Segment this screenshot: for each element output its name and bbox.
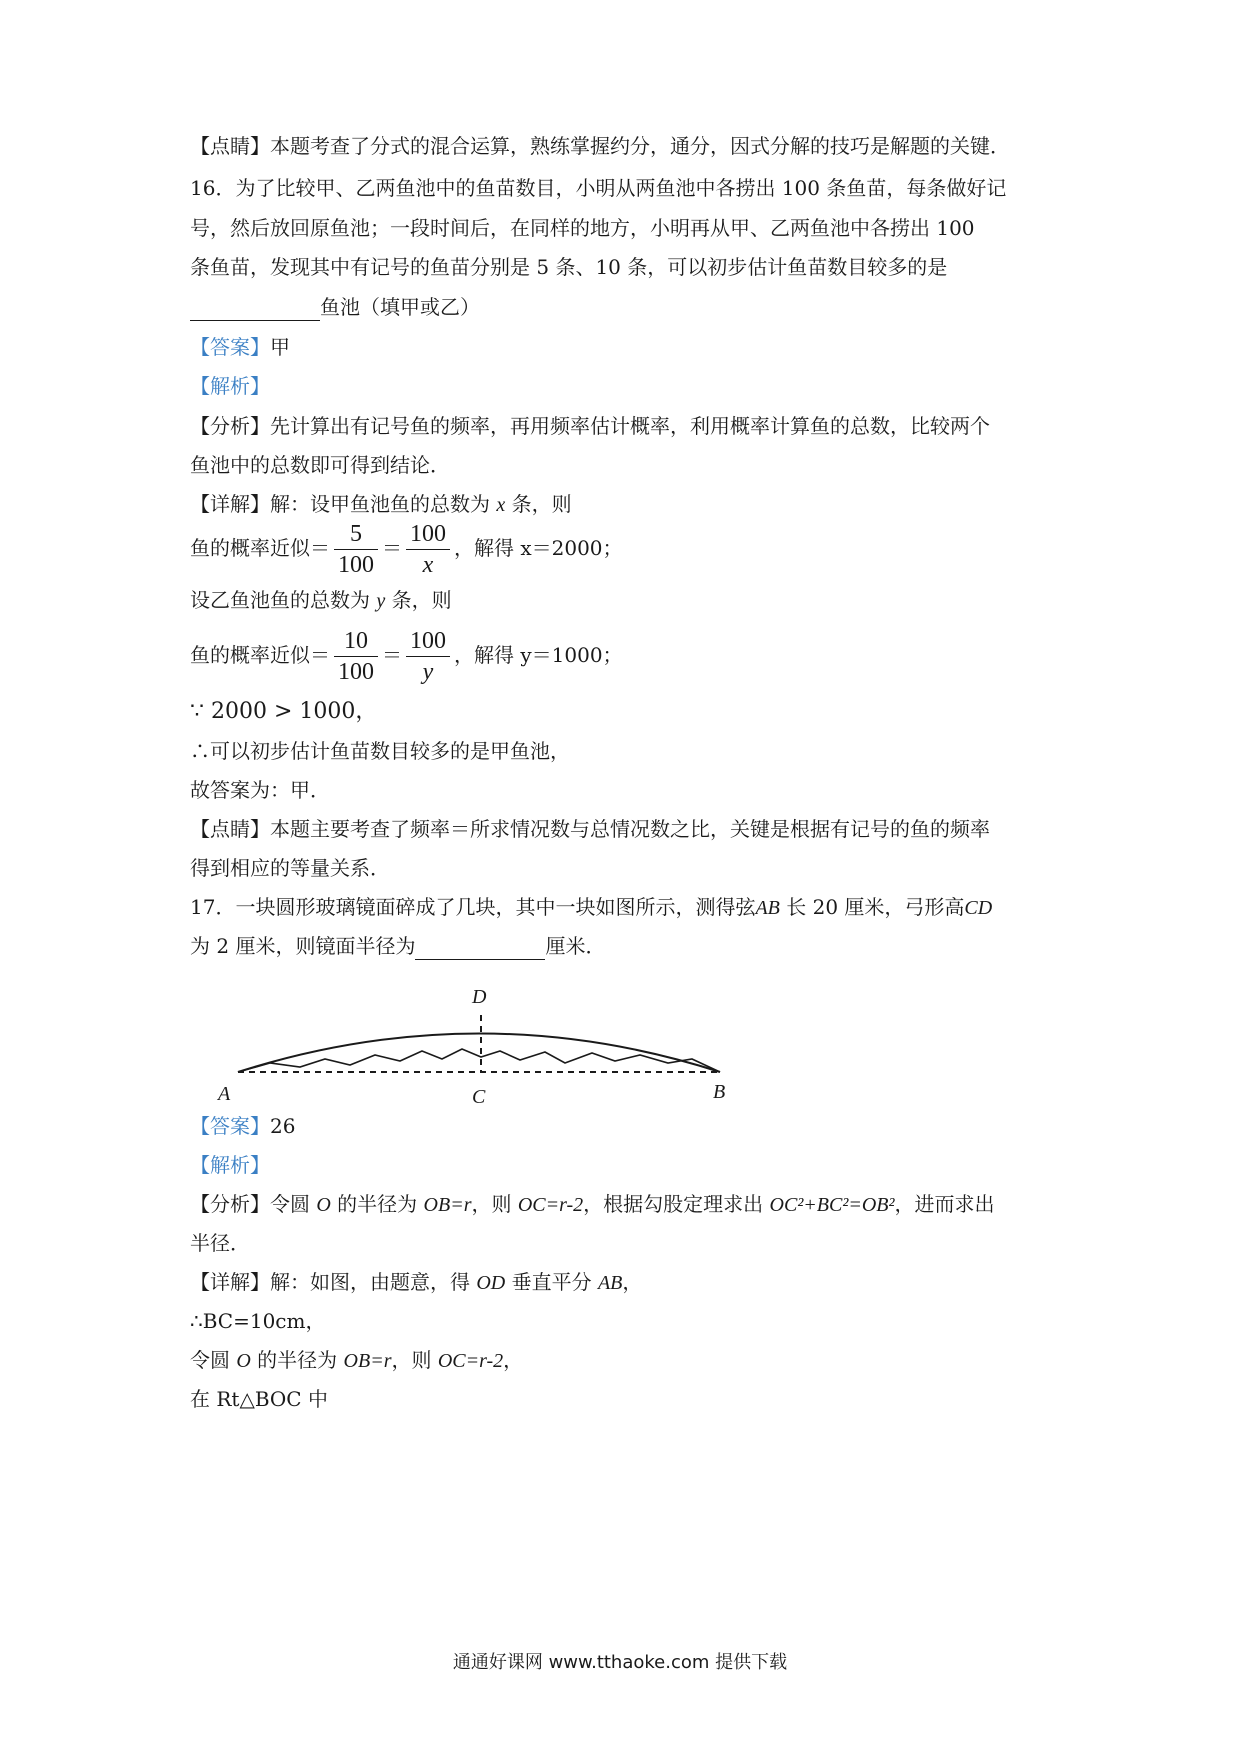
q17-detail-3 (190, 1346, 523, 1375)
q17-text: ，进而求出 (894, 1192, 995, 1216)
detail-text: 设乙鱼池鱼的总数为 (190, 588, 370, 612)
label-b: B (713, 1081, 726, 1103)
expr-ob: OB=r (423, 1194, 472, 1216)
q16-line-4 (190, 293, 480, 321)
answer-blank (415, 939, 545, 960)
label-d: D (472, 986, 487, 1008)
q17-analysis-tag: 【解析】 (190, 1153, 270, 1177)
fraction (406, 626, 450, 687)
segment-ab: AB (597, 1272, 623, 1294)
q16-dianjing-1: 【点睛】本题主要考查了频率＝所求情况数与总情况数之比，关键是根据有记号的鱼的频率 (190, 817, 990, 841)
answer-tag: 【答案】 (190, 1114, 270, 1138)
q16-detail-2 (190, 586, 452, 615)
q17-line-1 (190, 893, 992, 922)
q17-text: ， (503, 1348, 524, 1372)
q17-text: ， (622, 1270, 643, 1294)
expr-ob: OB=r (343, 1350, 392, 1372)
q16-line-1: 16．为了比较甲、乙两鱼池中的鱼苗数目，小明从两鱼池中各捞出 100 条鱼苗，每条做好记 (190, 176, 1007, 200)
q17-text: 17．一块圆形玻璃镜面碎成了几块，其中一块如图所示，测得弦 (190, 895, 756, 919)
q16-answer (190, 333, 290, 361)
answer-tag: 【答案】 (190, 335, 270, 359)
numerator: 10 (344, 628, 368, 654)
denominator: 100 (334, 549, 378, 580)
q16-equation-2 (190, 624, 623, 687)
detail-text: 【详解】解：设甲鱼池鱼的总数为 (190, 492, 490, 516)
numerator: 100 (410, 521, 446, 547)
q16-line-4-text: 鱼池（填甲或乙） (320, 295, 480, 319)
q16-equation-1 (190, 517, 623, 580)
label-c: C (472, 1086, 486, 1108)
q17-text: 长 20 厘米，弓形高 (786, 895, 965, 919)
equals: ＝ (382, 536, 402, 560)
q17-text: 【详解】解：如图，由题意，得 (190, 1270, 470, 1294)
var-y: y (376, 590, 386, 612)
q17-answer (190, 1112, 295, 1140)
q17-detail-4: 在 Rt△BOC 中 (190, 1387, 328, 1411)
q16-line-2: 号，然后放回原鱼池；一段时间后，在同样的地方，小明再从甲、乙两鱼池中各捞出 100 (190, 216, 975, 240)
q17-text: ，根据勾股定理求出 (583, 1192, 764, 1216)
q16-fenxi-1: 【分析】先计算出有记号鱼的频率，再用频率估计概率，利用概率计算鱼的总数，比较两个 (190, 414, 990, 438)
q17-text: 的半径为 (337, 1192, 418, 1216)
q17-text: ，则 (391, 1348, 432, 1372)
denominator: y (406, 656, 450, 687)
fraction (406, 519, 450, 580)
q16-fenxi-2: 鱼池中的总数即可得到结论． (190, 453, 450, 477)
arc (238, 1034, 720, 1073)
var-x: x (496, 494, 506, 516)
eq-prefix: 鱼的概率近似＝ (190, 536, 330, 560)
chord-ab: AB (755, 897, 780, 919)
eq-prefix: 鱼的概率近似＝ (190, 643, 330, 667)
q17-fenxi-1 (190, 1190, 995, 1219)
eq-suffix: ，解得 x＝2000； (454, 536, 623, 560)
denominator: x (406, 549, 450, 580)
expr-oc: OC=r-2 (517, 1194, 584, 1216)
q16-conclusion: 故答案为：甲． (190, 778, 330, 802)
q16-analysis-tag: 【解析】 (190, 374, 270, 398)
q17-line-2 (190, 932, 605, 960)
var-o: O (236, 1350, 251, 1372)
segment-cd: CD (964, 897, 993, 919)
q16-line-3: 条鱼苗，发现其中有记号的鱼苗分别是 5 条、10 条，可以初步估计鱼苗数目较多的是 (190, 255, 948, 279)
answer-value: 26 (270, 1114, 296, 1138)
page-footer: 通通好课网 www.tthaoke.com 提供下载 (452, 1652, 788, 1673)
equals: ＝ (382, 643, 402, 667)
q17-text: 的半径为 (257, 1348, 338, 1372)
detail-text: 条，则 (511, 492, 572, 516)
q17-text: 令圆 (190, 1348, 230, 1372)
q17-text: 厘米． (545, 934, 606, 958)
q17-text: ，则 (471, 1192, 512, 1216)
q16-therefore: ∴可以初步估计鱼苗数目较多的是甲鱼池， (190, 739, 570, 763)
detail-text: 条，则 (391, 588, 452, 612)
label-a: A (218, 1083, 231, 1105)
fraction (334, 626, 378, 687)
expr-oc: OC=r-2 (437, 1350, 504, 1372)
q16-because: ∵ 2000 > 1000， (190, 699, 378, 724)
q17-text: 为 2 厘米，则镜面半径为 (190, 934, 416, 958)
fraction (334, 519, 378, 580)
expr-pythagoras: OC²+BC²=OB² (769, 1194, 895, 1216)
q17-detail-1 (190, 1268, 642, 1297)
q17-detail-2: ∴BC=10cm， (190, 1309, 326, 1333)
segment-od: OD (476, 1272, 506, 1294)
broken-mirror-figure (200, 975, 760, 1110)
q17-text: 【分析】令圆 (190, 1192, 310, 1216)
numerator: 5 (350, 521, 362, 547)
q16-dianjing-2: 得到相应的等量关系． (190, 856, 390, 880)
answer-blank (190, 300, 320, 321)
answer-value: 甲 (270, 335, 290, 359)
numerator: 100 (410, 628, 446, 654)
previous-note: 【点睛】本题考查了分式的混合运算，熟练掌握约分，通分，因式分解的技巧是解题的关键． (190, 134, 1010, 158)
eq-suffix: ，解得 y＝1000； (454, 643, 623, 667)
q16-detail-1 (190, 490, 572, 519)
q17-text: 垂直平分 (511, 1270, 592, 1294)
q17-fenxi-2: 半径． (190, 1231, 250, 1255)
denominator: 100 (334, 656, 378, 687)
var-o: O (316, 1194, 331, 1216)
